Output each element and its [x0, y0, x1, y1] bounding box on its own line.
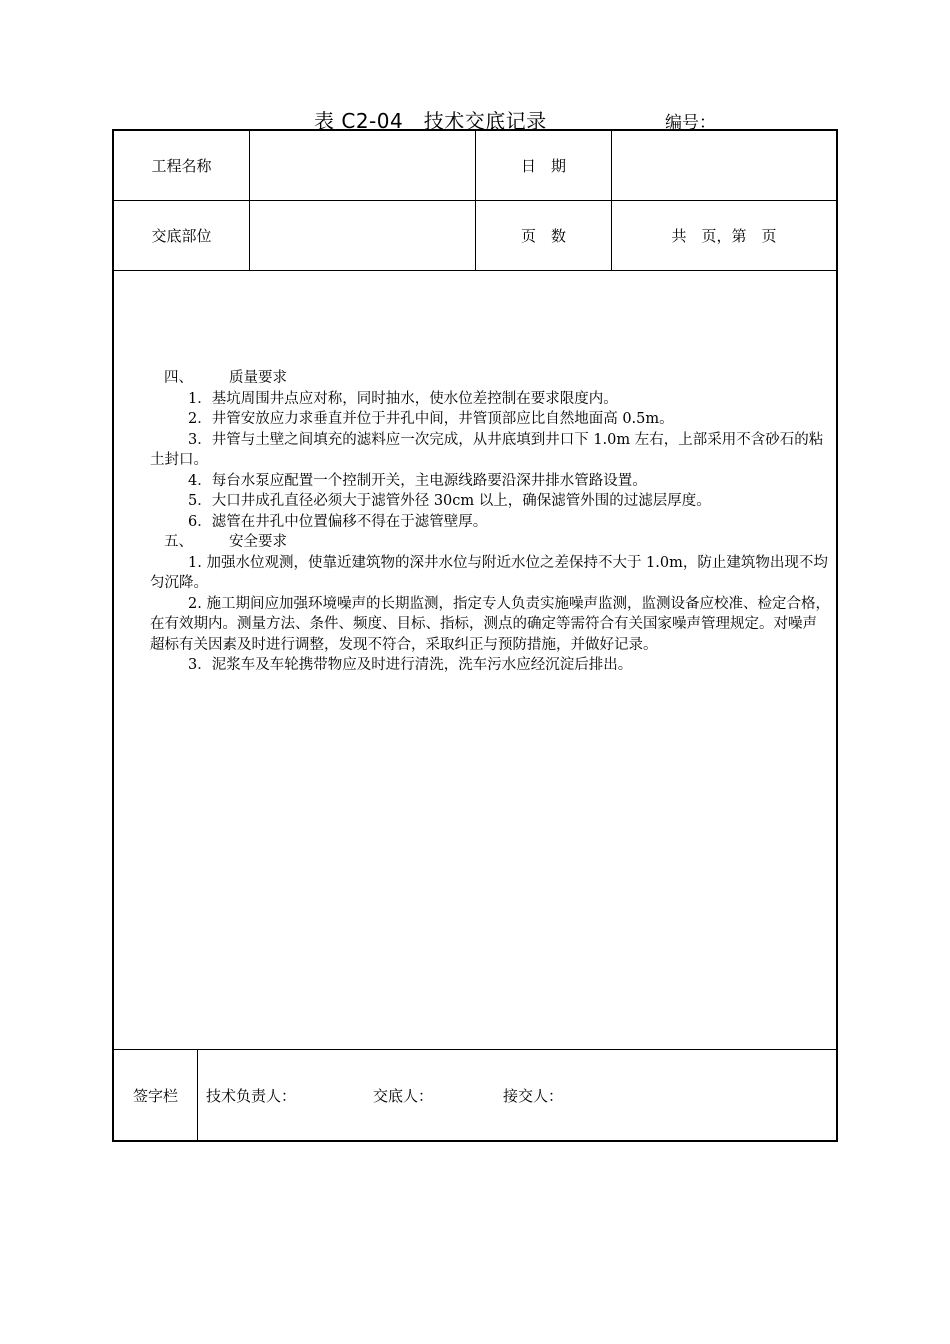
section-label: 交底部位	[151, 227, 212, 245]
section-heading	[150, 368, 830, 389]
date-label: 日 期	[520, 157, 566, 175]
presenter-signature[interactable]: 交底人：	[373, 1087, 434, 1105]
form-title: 表 C2-04 技术交底记录	[314, 109, 547, 133]
column-divider	[197, 1049, 198, 1140]
receiver-signature[interactable]: 接交人：	[503, 1087, 564, 1105]
section-number: 五、	[164, 534, 193, 550]
record-form	[112, 129, 838, 1142]
list-item: 6．滤管在井孔中位置偏移不得在于滤管壁厚。	[188, 513, 488, 530]
list-item: 1. 加强水位观测，使靠近建筑物的深井水位与附近水位之差保持不大于 1.0m，防止建筑物出现不均匀沉降。	[150, 554, 828, 591]
section-field[interactable]	[250, 201, 475, 270]
disclosure-content	[150, 368, 830, 676]
section-number: 四、	[164, 370, 193, 386]
list-item: 2. 施工期间应加强环境噪声的长期监测，指定专人负责实施噪声监测，监测设备应校准、检定合格，在有效期内。测量方法、条件、频度、目标、指标，测点的确定等需符合有关国家噪声管理规定。对噪声超标有关因素及时进行调整，发现不符合，采取纠正与预防措施，并做好记录。	[150, 595, 830, 653]
list-item: 3．泥浆车及车轮携带物应及时进行清洗，洗车污水应经沉淀后排出。	[188, 657, 633, 673]
list-item: 4．每台水泵应配置一个控制开关，主电源线路要沿深井排水管路设置。	[188, 472, 647, 489]
list-item: 3．井管与土壁之间填充的滤料应一次完成，从井底填到井口下 1.0m 左右，上部采用不含砂石的粘土封口。	[150, 431, 824, 468]
section-title: 安全要求	[229, 534, 287, 550]
serial-number-label: 编号：	[665, 113, 716, 133]
signature-label: 签字栏	[132, 1086, 178, 1105]
section-title: 质量要求	[229, 370, 287, 386]
list-item: 2．井管安放应力求垂直并位于井孔中间，井管顶部应比自然地面高 0.5m。	[188, 411, 674, 427]
tech-lead-signature[interactable]: 技术负责人：	[206, 1087, 297, 1105]
date-field[interactable]	[612, 131, 836, 200]
project-name-label: 工程名称	[151, 157, 212, 175]
list-item: 1．基坑周围井点应对称，同时抽水，使水位差控制在要求限度内。	[188, 390, 618, 407]
list-item: 5．大口井成孔直径必须大于滤管外径 30cm 以上，确保滤管外围的过滤层厚度。	[188, 493, 711, 509]
row-divider	[114, 1049, 836, 1050]
project-name-field[interactable]	[250, 131, 475, 200]
pages-label: 页 数	[520, 227, 566, 245]
row-divider	[114, 270, 836, 271]
pages-value: 共 页，第 页	[671, 227, 777, 245]
section-heading	[150, 532, 830, 553]
